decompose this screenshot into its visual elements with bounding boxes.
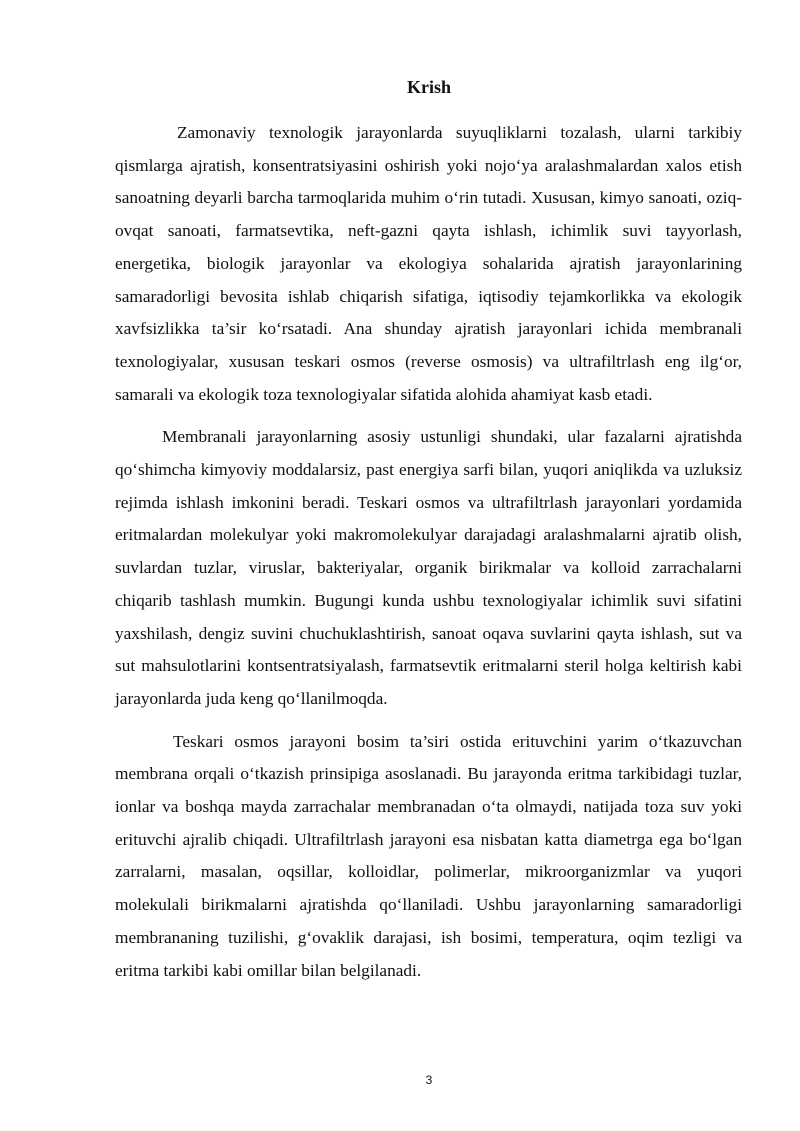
paragraph-3: Teskari osmos jarayoni bosim ta’siri ostida erituvchini yarim o‘tkazuvchan membrana orqali o‘tkazish prinsipiga asoslanadi. Bu jarayonda eritma tarkibidagi tuzlar, ionlar va boshqa mayda zarrachalar membranadan o‘ta olmaydi, natijada toza suv yoki erituvchi ajralib chiqadi. Ultrafiltrlash jarayoni esa nisbatan katta diametrga ega bo‘lgan zarralarni, masalan, oqsillar, kolloidlar, polimerlar, mikroorganizmlar va yuqori molekulali birikmalarni ajratishda qo‘llaniladi. Ushbu jarayonlarning samaradorligi membrananing tuzilishi, g‘ovaklik darajasi, ish bosimi, temperatura, oqim tezligi va eritma tarkibi kabi omillar bilan belgilanadi. [115,731,742,980]
page-number: 3 [425,1073,433,1087]
paragraph-1: Zamonaviy texnologik jarayonlarda suyuqliklarni tozalash, ularni tarkibiy qismlarga ajratish, konsentratsiyasini oshirish yoki nojo‘ya aralashmalardan xalos etish sanoatning deyarli barcha tarmoqlarida muhim o‘rin tutadi. Xususan, kimyo sanoati, oziq-ovqat sanoati, farmatsevtika, neft-gazni qayta ishlash, ichimlik suvi tayyorlash, energetika, biologik jarayonlar va ekologiya sohalarida ajratish jarayonlarining samaradorligi bevosita ishlab chiqarish sifatiga, iqtisodiy tejamkorlikka va ekologik xavfsizlikka ta’sir ko‘rsatadi. Ana shunday ajratish jarayonlari ichida membranali texnologiyalar, xususan teskari osmos (reverse osmosis) va ultrafiltrlash eng ilg‘or, samarali va ekologik toza texnologiyalar sifatida alohida ahamiyat kasb etadi. [115,123,742,404]
document-body [115,117,742,987]
page-title: Krish [406,77,451,97]
paragraph-2: Membranali jarayonlarning asosiy ustunligi shundaki, ular fazalarni ajratishda qo‘shimcha kimyoviy moddalarsiz, past energiya sarfi bilan, yuqori aniqlikda va uzluksiz rejimda ishlash imkonini beradi. Teskari osmos va ultrafiltrlash jarayonlari yordamida eritmalardan molekulyar yoki makromolekulyar darajadagi aralashmalarni ajratib olish, suvlardan tuzlar, viruslar, bakteriyalar, organik birikmalar va kolloid zarrachalarni chiqarib tashlash mumkin. Bugungi kunda ushbu texnologiyalar ichimlik suvi sifatini yaxshilash, dengiz suvini chuchuklashtirish, sanoat oqava suvlarini qayta ishlash, sut va sut mahsulotlarini kontsentratsiyalash, farmatsevtik eritmalarni steril holga keltirish kabi jarayonlarda juda keng qo‘llanilmoqda. [115,427,742,708]
